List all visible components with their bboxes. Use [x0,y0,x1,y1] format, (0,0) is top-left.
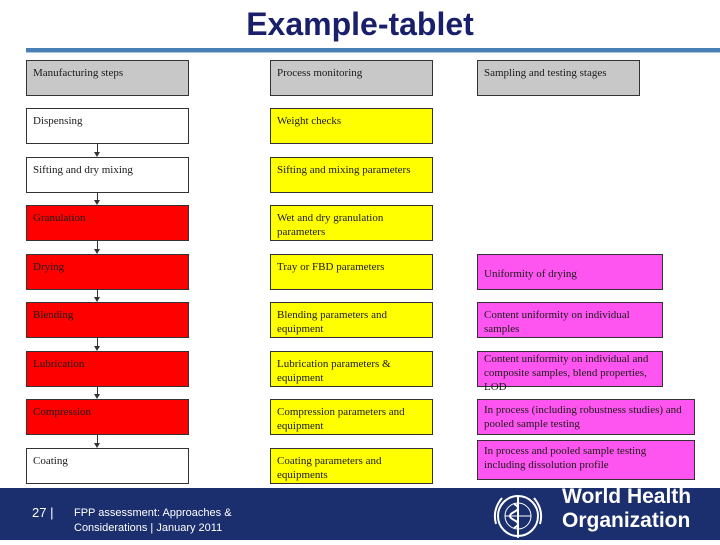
flow-connector [97,144,98,152]
flow-arrow-icon [94,346,100,351]
organization-name-line1: World Health [562,485,692,508]
step-compression: Compression [26,399,189,435]
footer-text: FPP assessment: Approaches & Considerations | January 2011 [74,507,232,534]
organization-name [562,485,691,533]
step-lubrication: Lubrication [26,351,189,387]
step-coating: Coating [26,448,189,484]
flow-arrow-icon [94,249,100,254]
flow-arrow-icon [94,297,100,302]
flow-arrow-icon [94,443,100,448]
flow-arrow-icon [94,152,100,157]
monitoring-blending: Blending parameters and equipment [270,302,433,338]
flow-connector [97,290,98,297]
step-sifting-dry-mixing: Sifting and dry mixing [26,157,189,193]
organization-name-line2: Organization [562,509,691,532]
sampling-blending: Content uniformity on individual samples [477,302,663,338]
monitoring-granulation: Wet and dry granulation parameters [270,205,433,241]
step-granulation: Granulation [26,205,189,241]
sampling-compression: In process (including robustness studies) and pooled sample testing [477,399,695,435]
sampling-drying: Uniformity of drying [477,254,663,290]
monitoring-lubrication: Lubrication parameters & equipment [270,351,433,387]
header-process-monitoring: Process monitoring [270,60,433,96]
monitoring-coating: Coating parameters and equipments [270,448,433,484]
step-drying: Drying [26,254,189,290]
flow-connector [97,338,98,346]
title-rule-thin [26,52,720,53]
page-number: 27 | [32,505,54,520]
monitoring-drying: Tray or FBD parameters [270,254,433,290]
monitoring-compression: Compression parameters and equipment [270,399,433,435]
monitoring-sifting-mixing: Sifting and mixing parameters [270,157,433,193]
who-emblem-icon [488,488,548,545]
sampling-coating: In process and pooled sample testing including dissolution profile [477,440,695,480]
flow-arrow-icon [94,200,100,205]
flow-arrow-icon [94,394,100,399]
flow-connector [97,435,98,443]
slide-title: Example-tablet [246,6,474,42]
header-sampling-testing: Sampling and testing stages [477,60,640,96]
sampling-lubrication: Content uniformity on individual and composite samples, blend properties, LOD [477,351,663,387]
flow-connector [97,387,98,394]
header-manufacturing-steps: Manufacturing steps [26,60,189,96]
monitoring-weight-checks: Weight checks [270,108,433,144]
step-dispensing: Dispensing [26,108,189,144]
flow-connector [97,193,98,200]
flow-connector [97,241,98,249]
step-blending: Blending [26,302,189,338]
